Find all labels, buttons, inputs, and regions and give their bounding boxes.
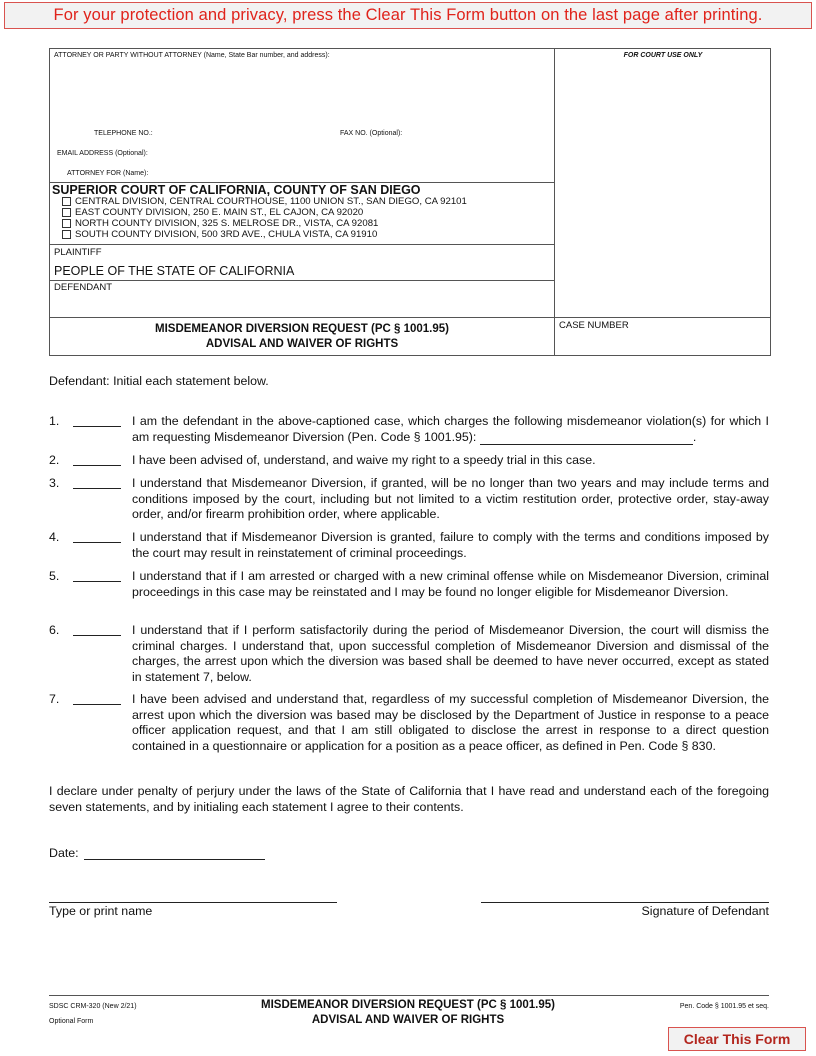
caption-box (49, 48, 771, 356)
fax-label: FAX NO. (Optional): (340, 130, 403, 137)
initial-blank[interactable] (73, 465, 121, 466)
defendant-label: DEFENDANT (54, 282, 113, 293)
violation-field[interactable] (480, 433, 693, 445)
date-field[interactable] (84, 859, 265, 860)
optional-form: Optional Form (49, 1018, 94, 1025)
rule (50, 280, 554, 281)
telephone-label: TELEPHONE NO.: (94, 130, 153, 137)
print-name-label: Type or print name (49, 904, 153, 918)
print-name-field[interactable] (49, 902, 337, 903)
clear-form-button[interactable]: Clear This Form (668, 1027, 806, 1051)
plaintiff-label: PLAINTIFF (54, 247, 102, 258)
date-label: Date: (49, 846, 79, 860)
email-label: EMAIL ADDRESS (Optional): (57, 150, 148, 157)
rule (50, 317, 770, 318)
initial-blank[interactable] (73, 581, 121, 582)
initial-blank[interactable] (73, 704, 121, 705)
signature-field[interactable] (481, 902, 769, 903)
pen-code: Pen. Code § 1001.95 et seq. (679, 1003, 769, 1010)
footer-title-line1: MISDEMEANOR DIVERSION REQUEST (PC § 1001.95) (261, 999, 555, 1011)
division-north[interactable]: NORTH COUNTY DIVISION, 325 S. MELROSE DR., VISTA, CA 92081 (62, 218, 378, 229)
caption-divider (554, 49, 555, 355)
division-south[interactable]: SOUTH COUNTY DIVISION, 500 3RD AVE., CHULA VISTA, CA 91910 (62, 229, 377, 240)
initial-blank[interactable] (73, 542, 121, 543)
attorney-for-label: ATTORNEY FOR (Name): (67, 170, 149, 177)
division-east[interactable]: EAST COUNTY DIVISION, 250 E. MAIN ST., EL CAJON, CA 92020 (62, 207, 363, 218)
initial-blank[interactable] (73, 635, 121, 636)
form-title-line1: MISDEMEANOR DIVERSION REQUEST (PC § 1001.95) (155, 323, 449, 335)
initial-blank[interactable] (73, 488, 121, 489)
attorney-label: ATTORNEY OR PARTY WITHOUT ATTORNEY (Name, State Bar number, and address): (54, 52, 330, 59)
case-number-label: CASE NUMBER (559, 320, 629, 331)
checkbox[interactable] (62, 219, 71, 228)
checkbox[interactable] (62, 197, 71, 206)
checkbox[interactable] (62, 208, 71, 217)
division-central[interactable]: CENTRAL DIVISION, CENTRAL COURTHOUSE, 1100 UNION ST., SAN DIEGO, CA 92101 (62, 196, 467, 207)
initial-blank[interactable] (73, 426, 121, 427)
court-name: SUPERIOR COURT OF CALIFORNIA, COUNTY OF SAN DIEGO (52, 183, 421, 197)
rule (50, 244, 554, 245)
declaration: I declare under penalty of perjury under the laws of the State of California that I have read and understand each of the foregoing seven statements, and by initialing each statement I agree to their contents. (49, 784, 769, 814)
form-code: SDSC CRM-320 (New 2/21) (49, 1003, 137, 1010)
checkbox[interactable] (62, 230, 71, 239)
signature-label: Signature of Defendant (641, 904, 769, 918)
form-title-line2: ADVISAL AND WAIVER OF RIGHTS (205, 338, 399, 350)
footer-title-line2: ADVISAL AND WAIVER OF RIGHTS (311, 1014, 505, 1026)
court-use-label: FOR COURT USE ONLY (623, 52, 703, 59)
plaintiff-value[interactable]: PEOPLE OF THE STATE OF CALIFORNIA (54, 264, 295, 278)
privacy-banner: For your protection and privacy, press the Clear This Form button on the last page after printing. (4, 2, 812, 29)
footer-rule (49, 995, 769, 996)
instruction: Defendant: Initial each statement below. (49, 374, 269, 388)
